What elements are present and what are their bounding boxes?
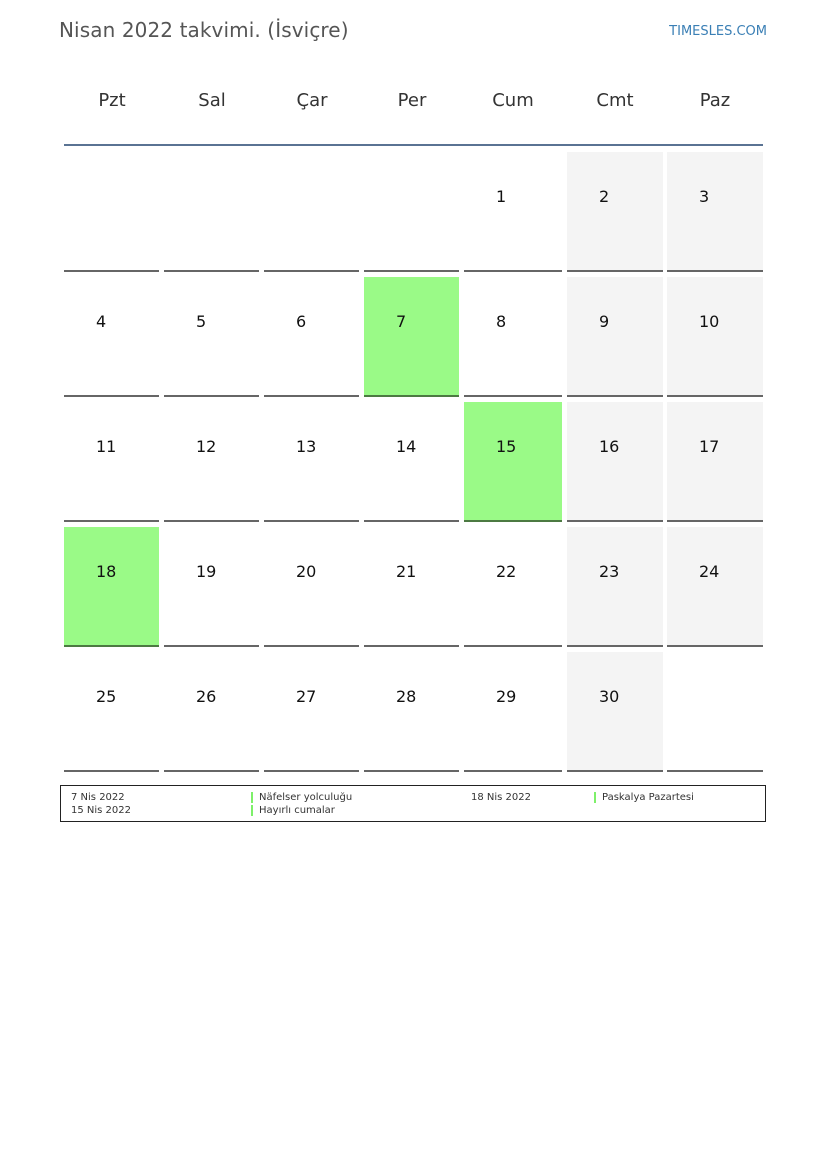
- weekday-label-sun: Paz: [699, 90, 731, 111]
- holiday-day-cell: [364, 277, 459, 397]
- holiday-legend: [60, 785, 766, 822]
- day-cell: [264, 652, 359, 772]
- day-cell: [464, 652, 562, 772]
- day-number: 4: [96, 312, 107, 331]
- empty-day-cell: [164, 152, 259, 272]
- holiday-day-cell: [64, 527, 159, 647]
- day-cell: [164, 652, 259, 772]
- calendar-grid: [64, 146, 763, 771]
- day-number: 10: [699, 312, 720, 331]
- day-cell: [164, 277, 259, 397]
- weekday-label-thu: Per: [397, 90, 427, 111]
- day-cell: [464, 152, 562, 272]
- day-cell: [64, 277, 159, 397]
- day-cell: [567, 402, 663, 522]
- empty-day-cell: [364, 152, 459, 272]
- day-number: 7: [396, 312, 407, 331]
- weekday-label-mon: Pzt: [98, 90, 126, 111]
- legend-color-marker: [251, 792, 253, 803]
- page-title: Nisan 2022 takvimi. (İsviçre): [59, 18, 349, 42]
- day-number: 11: [96, 437, 117, 456]
- weekday-label-tue: Sal: [198, 90, 226, 111]
- day-cell: [264, 277, 359, 397]
- day-number: 13: [296, 437, 317, 456]
- day-number: 15: [496, 437, 517, 456]
- day-cell: [364, 652, 459, 772]
- day-cell: [364, 527, 459, 647]
- day-cell: [567, 152, 663, 272]
- day-cell: [464, 527, 562, 647]
- empty-day-cell: [667, 652, 763, 772]
- legend-date: 15 Nis 2022: [71, 805, 131, 816]
- day-cell: [567, 652, 663, 772]
- empty-day-cell: [64, 152, 159, 272]
- day-number: 24: [699, 562, 720, 581]
- day-number: 14: [396, 437, 417, 456]
- legend-date: 18 Nis 2022: [471, 792, 531, 803]
- legend-color-marker: [251, 805, 253, 816]
- day-cell: [164, 402, 259, 522]
- empty-day-cell: [264, 152, 359, 272]
- day-number: 12: [196, 437, 217, 456]
- day-number: 27: [296, 687, 317, 706]
- day-number: 26: [196, 687, 217, 706]
- weekday-label-sat: Cmt: [596, 90, 634, 111]
- day-number: 19: [196, 562, 217, 581]
- holiday-day-cell: [464, 402, 562, 522]
- site-link[interactable]: TIMESLES.COM: [669, 24, 767, 39]
- day-number: 30: [599, 687, 620, 706]
- day-cell: [164, 527, 259, 647]
- day-cell: [667, 402, 763, 522]
- day-cell: [667, 152, 763, 272]
- day-cell: [464, 277, 562, 397]
- day-cell: [667, 527, 763, 647]
- day-cell: [567, 527, 663, 647]
- day-cell: [64, 652, 159, 772]
- day-cell: [667, 277, 763, 397]
- day-number: 8: [496, 312, 507, 331]
- day-cell: [64, 402, 159, 522]
- day-number: 20: [296, 562, 317, 581]
- day-number: 3: [699, 187, 710, 206]
- day-number: 23: [599, 562, 620, 581]
- legend-holiday-name: Hayırlı cumalar: [259, 805, 335, 816]
- day-number: 21: [396, 562, 417, 581]
- day-number: 28: [396, 687, 417, 706]
- day-number: 17: [699, 437, 720, 456]
- day-number: 2: [599, 187, 610, 206]
- calendar: [64, 64, 763, 771]
- day-number: 16: [599, 437, 620, 456]
- legend-holiday-name: Näfelser yolculuğu: [259, 792, 353, 803]
- day-number: 9: [599, 312, 610, 331]
- weekday-label-fri: Cum: [492, 90, 534, 111]
- day-number: 22: [496, 562, 517, 581]
- day-cell: [364, 402, 459, 522]
- legend-holiday-name: Paskalya Pazartesi: [602, 792, 694, 803]
- day-cell: [264, 402, 359, 522]
- day-number: 5: [196, 312, 207, 331]
- day-cell: [567, 277, 663, 397]
- day-number: 6: [296, 312, 307, 331]
- day-number: 18: [96, 562, 117, 581]
- weekday-label-wed: Çar: [296, 90, 328, 111]
- day-number: 25: [96, 687, 117, 706]
- day-cell: [264, 527, 359, 647]
- day-number: 29: [496, 687, 517, 706]
- day-number: 1: [496, 187, 507, 206]
- legend-date: 7 Nis 2022: [71, 792, 125, 803]
- weekday-header-row: [64, 64, 763, 146]
- legend-color-marker: [594, 792, 596, 803]
